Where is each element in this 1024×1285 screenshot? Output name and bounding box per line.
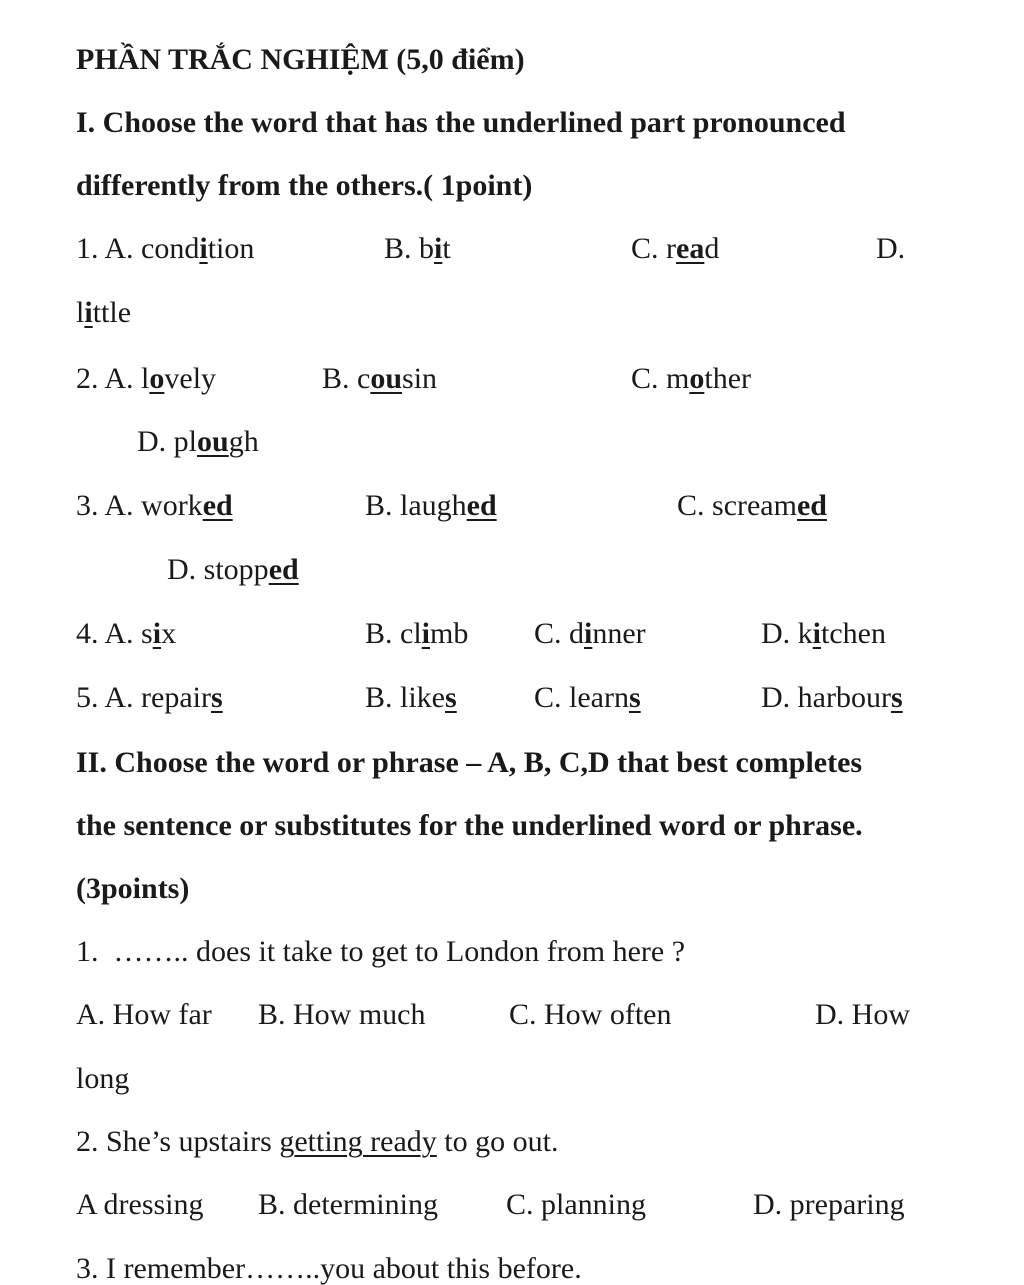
question-number: 1. [76, 232, 99, 265]
blank: …….. [113, 935, 189, 968]
option-label: C. [631, 232, 659, 265]
option-text: tchen [821, 617, 886, 650]
s1-question-1 [76, 234, 254, 264]
section-2-points: (3points) [76, 872, 190, 905]
s2-question-2 [76, 1127, 558, 1157]
s2-q1-option-d: D. How [815, 998, 910, 1031]
underlined-part: o [149, 362, 165, 395]
section-2-heading: II. Choose the word or phrase – A, B, C,D that best completes [76, 746, 863, 779]
underlined-part: s [628, 681, 641, 714]
blank: …….. [245, 1252, 321, 1285]
option-label: A. [104, 362, 134, 395]
s1-q1-option-c [631, 234, 719, 264]
option-text: laugh [400, 489, 467, 522]
underlined-part: i [84, 296, 93, 329]
option-text: cond [141, 232, 200, 265]
s2-q1-option-a: A. How far [76, 998, 212, 1031]
option-label: C. [534, 681, 562, 714]
underlined-part: i [421, 617, 431, 650]
option-text: learn [569, 681, 629, 714]
option-text: s [141, 617, 153, 650]
s1-question-2 [76, 364, 216, 394]
underlined-part: i [152, 617, 162, 650]
option-label: A. [104, 681, 134, 714]
s1-q3-option-d [167, 555, 299, 585]
option-text: d [704, 232, 720, 265]
underlined-part: i [812, 617, 822, 650]
option-text: scream [712, 489, 797, 522]
option-text: harbour [797, 681, 891, 714]
s2-q1-option-b: B. How much [258, 998, 426, 1031]
option-text: ttle [92, 296, 132, 329]
option-text: gh [228, 425, 259, 458]
option-label: D. [137, 425, 167, 458]
underlined-part: ed [268, 553, 299, 586]
option-text: sin [402, 362, 438, 395]
s1-q5-option-b [365, 683, 457, 713]
option-label: A. [104, 232, 134, 265]
option-label: A. [104, 617, 134, 650]
underlined-part: i [584, 617, 593, 650]
s1-q2-option-b [322, 364, 437, 394]
s2-q2-option-a: A dressing [76, 1188, 204, 1221]
s1-q4-option-b [365, 619, 468, 649]
s2-q2-option-b: B. determining [258, 1188, 438, 1221]
option-text: vely [164, 362, 217, 395]
option-text: l [76, 296, 85, 329]
option-text: r [666, 232, 677, 265]
underlined-part: ea [676, 232, 705, 265]
underlined-part: i [199, 232, 208, 265]
section-2-heading-cont: the sentence or substitutes for the underlined word or phrase. [76, 809, 863, 842]
question-text: to go out. [436, 1125, 559, 1158]
underlined-part: s [890, 681, 903, 714]
question-number: 5. [76, 681, 99, 714]
s1-q4-option-c [534, 619, 646, 649]
section-1-heading-cont: differently from the others.( 1point) [76, 169, 533, 202]
underlined-part: ed [202, 489, 233, 522]
option-text: m [666, 362, 690, 395]
question-number: 2. [76, 362, 99, 395]
option-text: nner [592, 617, 646, 650]
s1-question-3 [76, 491, 233, 521]
option-label: B. [322, 362, 350, 395]
underlined-part: ou [370, 362, 403, 395]
s2-q1-option-d-cont: long [76, 1062, 130, 1095]
option-text: c [357, 362, 371, 395]
option-text: b [419, 232, 435, 265]
s1-q3-option-b [365, 491, 497, 521]
option-label: A. [104, 489, 134, 522]
option-text: x [161, 617, 177, 650]
question-number: 1. [76, 935, 99, 968]
s2-q2-option-d: D. preparing [753, 1188, 905, 1221]
option-label: C. [677, 489, 705, 522]
underlined-part: s [210, 681, 223, 714]
option-label: B. [365, 681, 393, 714]
s1-q3-option-c [677, 491, 827, 521]
s1-q1-option-b [384, 234, 451, 264]
s1-q1-option-d-label: D. [876, 232, 906, 265]
option-label: D. [167, 553, 197, 586]
option-text: mb [430, 617, 469, 650]
s2-question-1 [76, 937, 685, 967]
s1-q2-option-c [631, 364, 751, 394]
underlined-part: ed [466, 489, 497, 522]
s2-q2-option-c: C. planning [506, 1188, 646, 1221]
underlined-part: i [434, 232, 443, 265]
option-text: l [141, 362, 150, 395]
option-text: d [569, 617, 585, 650]
option-text: like [400, 681, 446, 714]
s1-q4-option-d [761, 619, 886, 649]
option-text: cl [400, 617, 422, 650]
option-text: work [141, 489, 203, 522]
question-number: 3. [76, 489, 99, 522]
question-text: 3. I remember [76, 1252, 246, 1285]
question-text: 2. She’s upstairs [76, 1125, 280, 1158]
s2-q1-option-c: C. How often [509, 998, 672, 1031]
option-text: pl [173, 425, 198, 458]
underlined-part: ed [796, 489, 827, 522]
s1-question-5 [76, 683, 223, 713]
option-text: ther [704, 362, 751, 395]
option-label: C. [631, 362, 659, 395]
s1-q2-option-d [137, 427, 259, 457]
option-text: t [442, 232, 451, 265]
option-text: tion [207, 232, 255, 265]
section-1-heading: I. Choose the word that has the underlined part pronounced [76, 106, 846, 139]
option-text: k [797, 617, 813, 650]
option-label: B. [365, 617, 393, 650]
question-text: does it take to get to London from here ? [196, 935, 686, 968]
option-label: B. [384, 232, 412, 265]
underlined-part: s [445, 681, 457, 714]
option-label: B. [365, 489, 393, 522]
option-label: C. [534, 617, 562, 650]
option-text: stopp [203, 553, 269, 586]
s1-q1-option-d [76, 298, 131, 328]
s1-question-4 [76, 619, 176, 649]
option-label: D. [761, 617, 791, 650]
page-title: PHẦN TRẮC NGHIỆM (5,0 điểm) [76, 43, 525, 76]
question-text: you about this before. [320, 1252, 582, 1285]
question-number: 4. [76, 617, 99, 650]
option-label: D. [761, 681, 791, 714]
s1-q5-option-c [534, 683, 641, 713]
underlined-part: o [689, 362, 705, 395]
underlined-part: ou [197, 425, 229, 458]
s1-q5-option-d [761, 683, 903, 713]
underlined-phrase: getting ready [279, 1125, 437, 1158]
option-text: repair [141, 681, 211, 714]
